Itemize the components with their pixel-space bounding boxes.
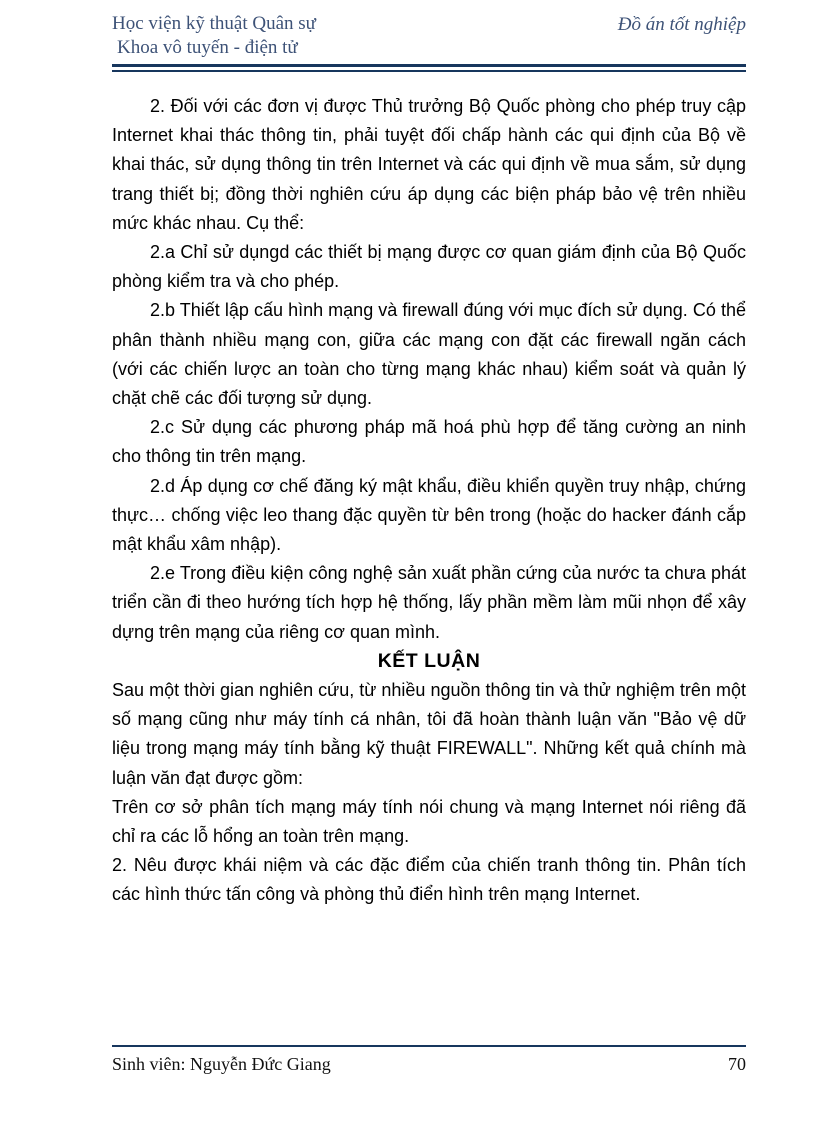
page-footer	[112, 1045, 746, 1075]
footer-row	[112, 1047, 746, 1075]
body-paragraph: 2.a Chỉ sử dụngd các thiết bị mạng được cơ quan giám định của Bộ Quốc phòng kiểm tra và cho phép.	[112, 242, 746, 292]
section-heading-conclusion: KẾT LUẬN	[377, 649, 481, 672]
header-project-title: Đồ án tốt nghiệp	[617, 14, 746, 35]
header-left-block	[112, 12, 316, 60]
header-department: Khoa vô tuyến - điện tử	[117, 37, 298, 58]
body-paragraph: Trên cơ sở phân tích mạng máy tính nói chung và mạng Internet nói riêng đã chỉ ra các lỗ hổng an toàn trên mạng.	[112, 796, 746, 847]
page-header	[0, 0, 816, 60]
body-paragraph: 2.d Áp dụng cơ chế đăng ký mật khẩu, điều khiển quyền truy nhập, chứng thực… chống việc leo thang đặc quyền từ bên trong (hoặc do hacker đánh cắp mật khẩu xâm nhập).	[112, 475, 746, 555]
body-paragraph: 2. Đối với các đơn vị được Thủ trưởng Bộ Quốc phòng cho phép truy cập Internet khai thác thông tin, phải tuyệt đối chấp hành các qui định của Bộ về khai thác, sử dụng thông tin trên Internet và các qui định về mua sắm, sử dụng trang thiết bị; đồng thời nghiên cứu áp dụng các biện pháp bảo vệ trên nhiều mức khác nhau. Cụ thể:	[112, 96, 746, 233]
header-institution: Học viện kỹ thuật Quân sự	[112, 13, 316, 34]
body-paragraph: 2.c Sử dụng các phương pháp mã hoá phù hợp để tăng cường an ninh cho thông tin trên mạng.	[112, 417, 746, 467]
footer-student-name: Sinh viên: Nguyễn Đức Giang	[112, 1054, 331, 1074]
body-paragraph: Sau một thời gian nghiên cứu, từ nhiều nguồn thông tin và thử nghiệm trên một số mạng cũng như máy tính cá nhân, tôi đã hoàn thành luận văn "Bảo vệ dữ liệu trong mạng máy tính bằng kỹ thuật FIREWALL". Những kết quả chính mà luận văn đạt được gồm:	[112, 680, 746, 788]
footer-page-number: 70	[728, 1054, 746, 1074]
body-paragraph: 2. Nêu được khái niệm và các đặc điểm của chiến tranh thông tin. Phân tích các hình thức tấn công và phòng thủ điển hình trên mạng Internet.	[112, 855, 746, 905]
body-paragraph: 2.b Thiết lập cấu hình mạng và firewall đúng với mục đích sử dụng. Có thể phân thành nhiều mạng con, giữa các mạng con đặt các firewall ngăn cách (với các chiến lược an toàn cho từng mạng khác nhau) kiểm soát và quản lý chặt chẽ các đối tượng sử dụng.	[112, 300, 746, 409]
header-divider	[112, 64, 746, 72]
body-paragraph: 2.e Trong điều kiện công nghệ sản xuất phần cứng của nước ta chưa phát triển cần đi theo hướng tích hợp hệ thống, lấy phần mềm làm mũi nhọn để xây dựng trên mạng của riêng cơ quan mình.	[112, 563, 746, 642]
document-body	[0, 72, 816, 910]
